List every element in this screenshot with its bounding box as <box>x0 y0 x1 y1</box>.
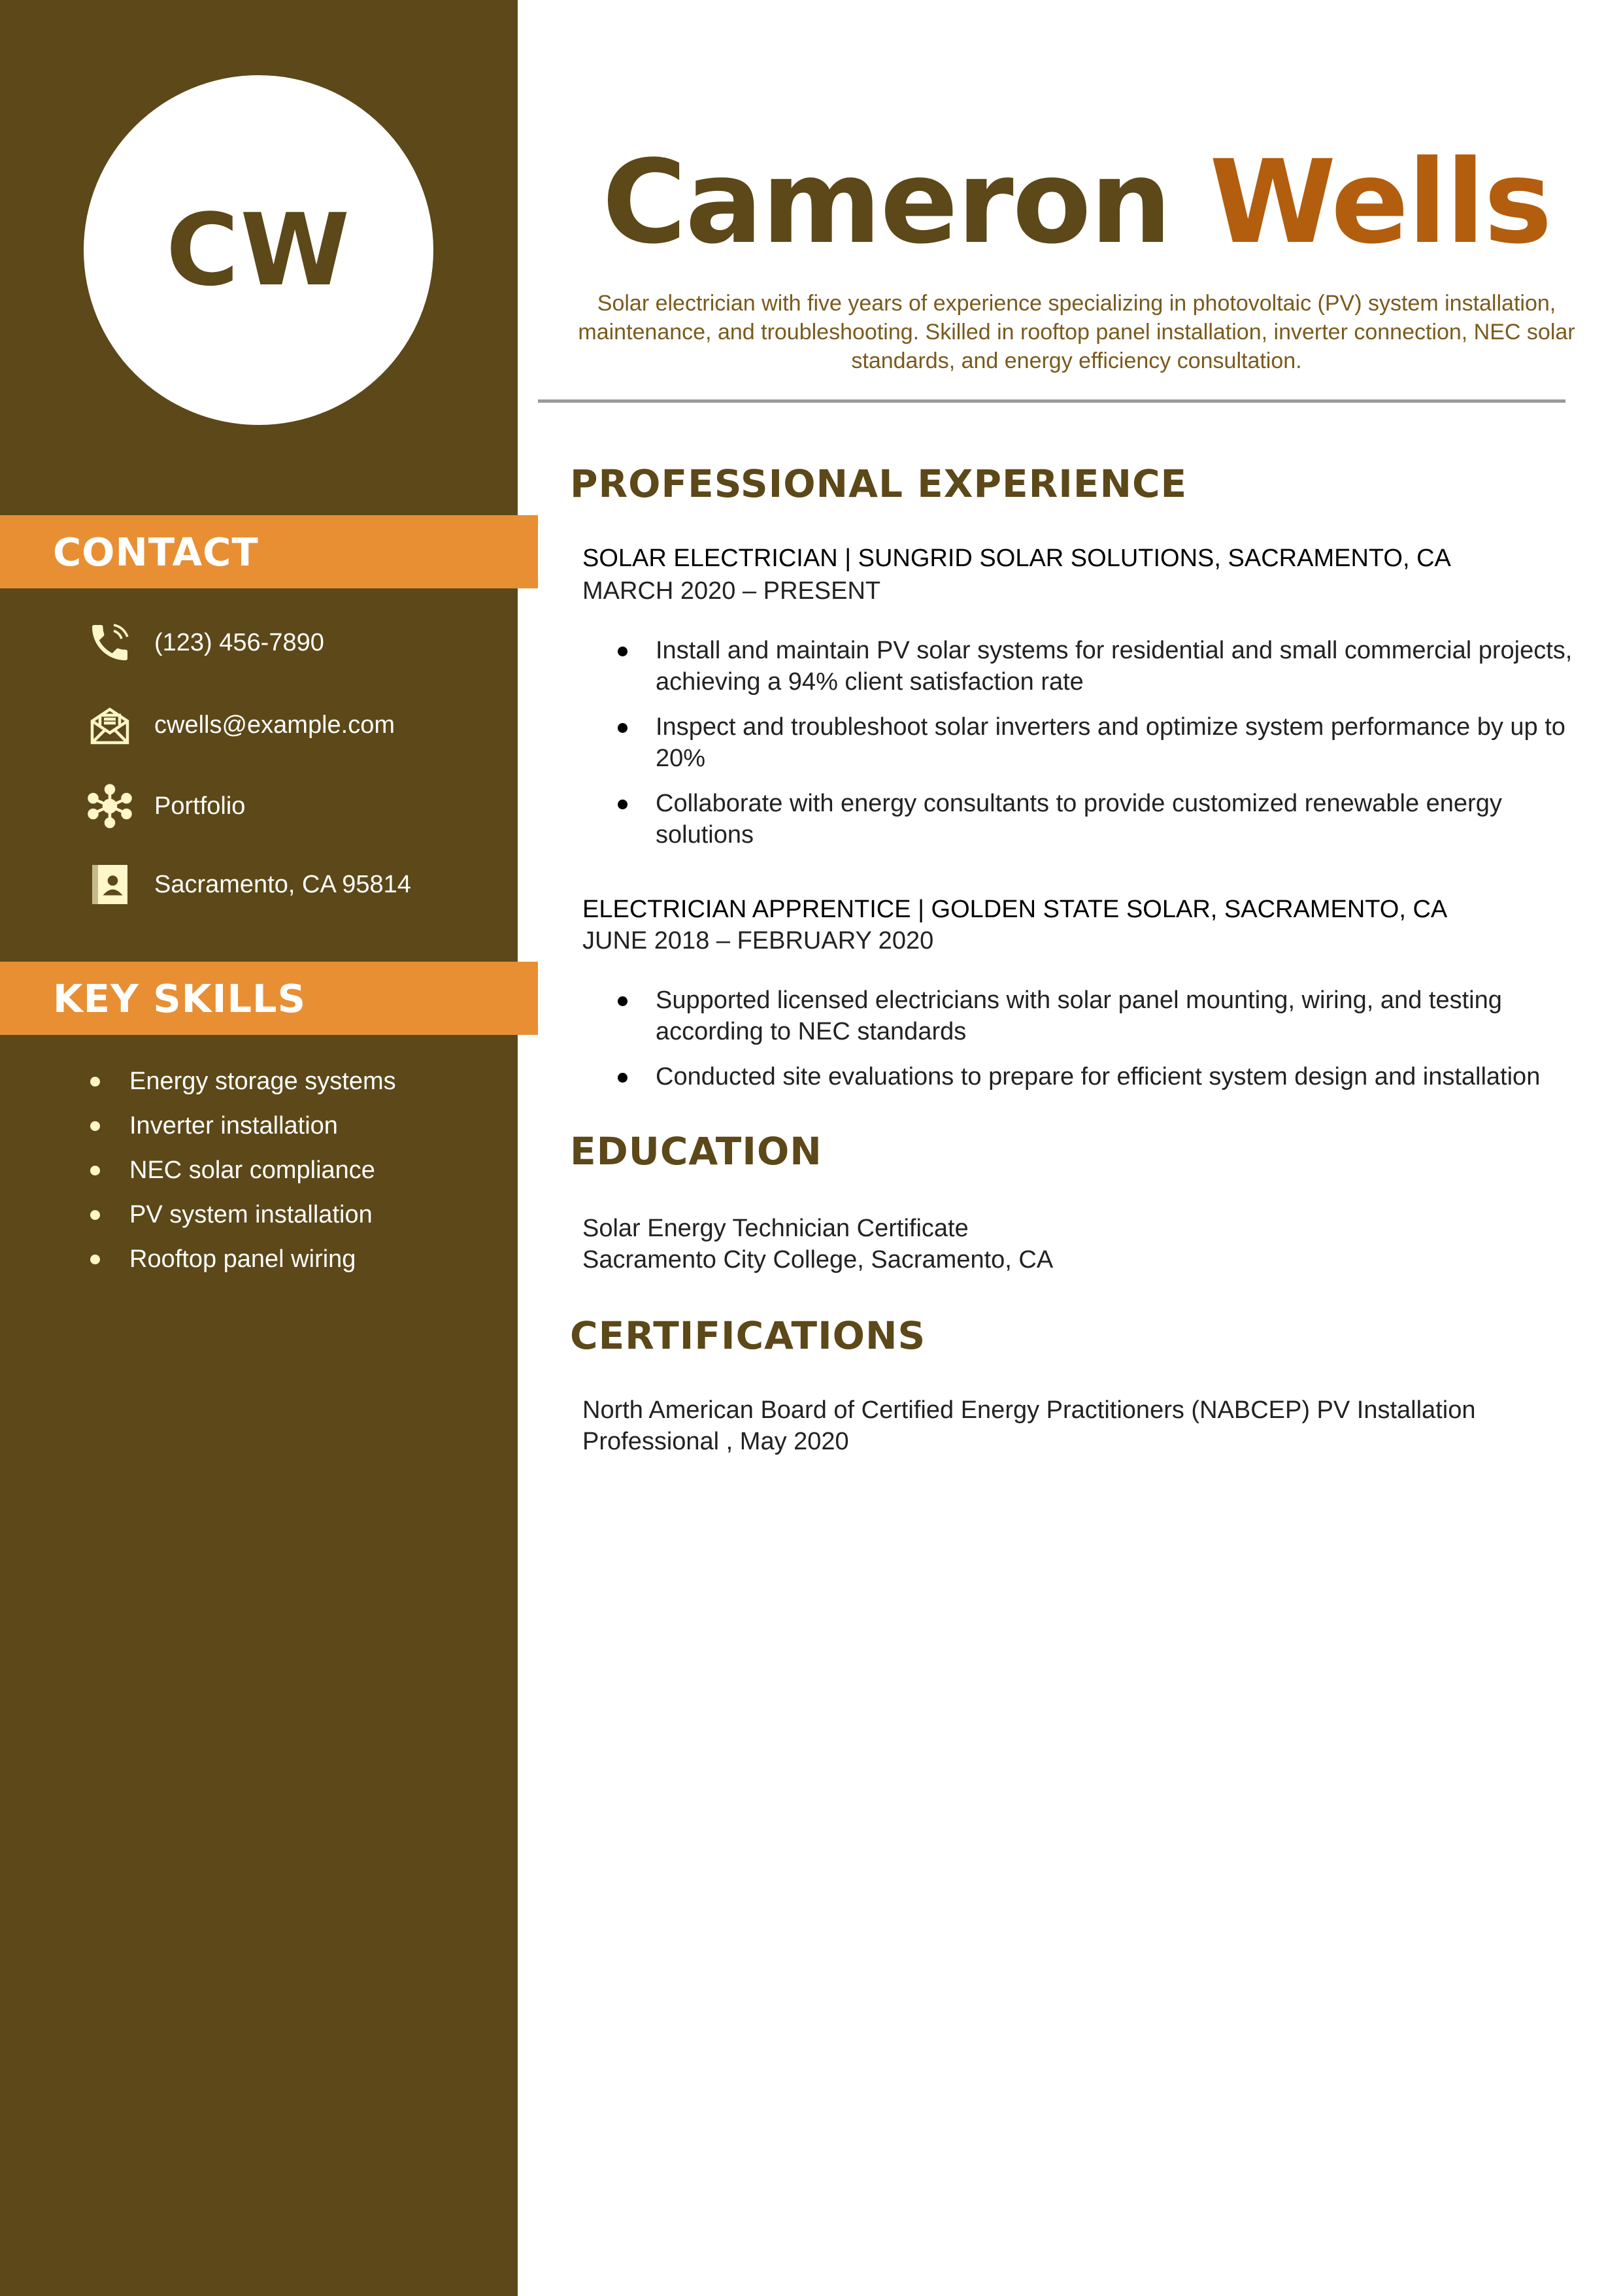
contact-phone[interactable] <box>85 616 324 669</box>
contact-portfolio[interactable] <box>85 780 245 832</box>
list-item: Energy storage systems <box>84 1059 396 1104</box>
certifications-title: CERTIFICATIONS <box>570 1313 926 1358</box>
contact-section-header <box>0 515 538 588</box>
job-dates: JUNE 2018 – FEBRUARY 2020 <box>582 927 934 954</box>
job-heading: SOLAR ELECTRICIAN | SUNGRID SOLAR SOLUTIONS, SACRAMENTO, CA <box>582 545 1451 572</box>
list-item: Collaborate with energy consultants to provide customized renewable energy solutions <box>582 788 1602 851</box>
list-item: NEC solar compliance <box>84 1148 396 1192</box>
mail-icon <box>85 700 135 750</box>
first-name: Cameron <box>602 135 1171 269</box>
last-name: Wells <box>1209 135 1551 269</box>
skills-section-header <box>0 962 538 1035</box>
education-title: EDUCATION <box>570 1129 822 1173</box>
job-dates: MARCH 2020 – PRESENT <box>582 577 881 605</box>
address-card-icon <box>85 860 135 909</box>
certification-text: North American Board of Certified Energy Practitioners (NABCEP) PV Installation Professional , May 2020 <box>582 1396 1476 1455</box>
list-item: PV system installation <box>84 1192 396 1237</box>
list-item: Inverter installation <box>84 1104 396 1148</box>
candidate-name <box>537 131 1616 275</box>
monogram-initials: CW <box>165 192 352 308</box>
job-heading: ELECTRICIAN APPRENTICE | GOLDEN STATE SOLAR, SACRAMENTO, CA <box>582 896 1448 923</box>
experience-title: PROFESSIONAL EXPERIENCE <box>570 462 1188 506</box>
skills-list <box>84 1059 396 1281</box>
list-item: Rooftop panel wiring <box>84 1237 396 1281</box>
header-divider <box>538 399 1565 403</box>
skills-title: KEY SKILLS <box>53 975 307 1021</box>
phone-text: (123) 456-7890 <box>154 628 324 656</box>
list-item: Inspect and troubleshoot solar inverters and optimize system performance by up to 20% <box>582 711 1602 774</box>
education-degree: Solar Energy Technician Certificate <box>582 1215 969 1242</box>
phone-icon <box>85 618 135 667</box>
list-item: Conducted site evaluations to prepare for efficient system design and installation <box>582 1061 1602 1092</box>
contact-address[interactable] <box>85 858 411 911</box>
portfolio-link: Portfolio <box>154 792 246 820</box>
contact-title: CONTACT <box>53 529 259 575</box>
job-bullets <box>582 985 1602 1106</box>
contact-email[interactable] <box>85 699 395 751</box>
network-icon <box>85 781 135 831</box>
job-bullets <box>582 635 1602 864</box>
profile-summary: Solar electrician with five years of experience specializing in photovoltaic (PV) system installation, maintenance, and troubleshooting. Skilled in rooftop panel installation, inverter connection, NEC solar standards, and energy efficiency consultation. <box>578 291 1575 373</box>
education-school: Sacramento City College, Sacramento, CA <box>582 1246 1054 1274</box>
monogram-avatar <box>84 75 433 425</box>
list-item: Install and maintain PV solar systems for residential and small commercial projects, achieving a 94% client satisfaction rate <box>582 635 1602 698</box>
email-text: cwells@example.com <box>154 711 395 739</box>
list-item: Supported licensed electricians with solar panel mounting, wiring, and testing according to NEC standards <box>582 985 1602 1047</box>
address-text: Sacramento, CA 95814 <box>154 870 411 898</box>
